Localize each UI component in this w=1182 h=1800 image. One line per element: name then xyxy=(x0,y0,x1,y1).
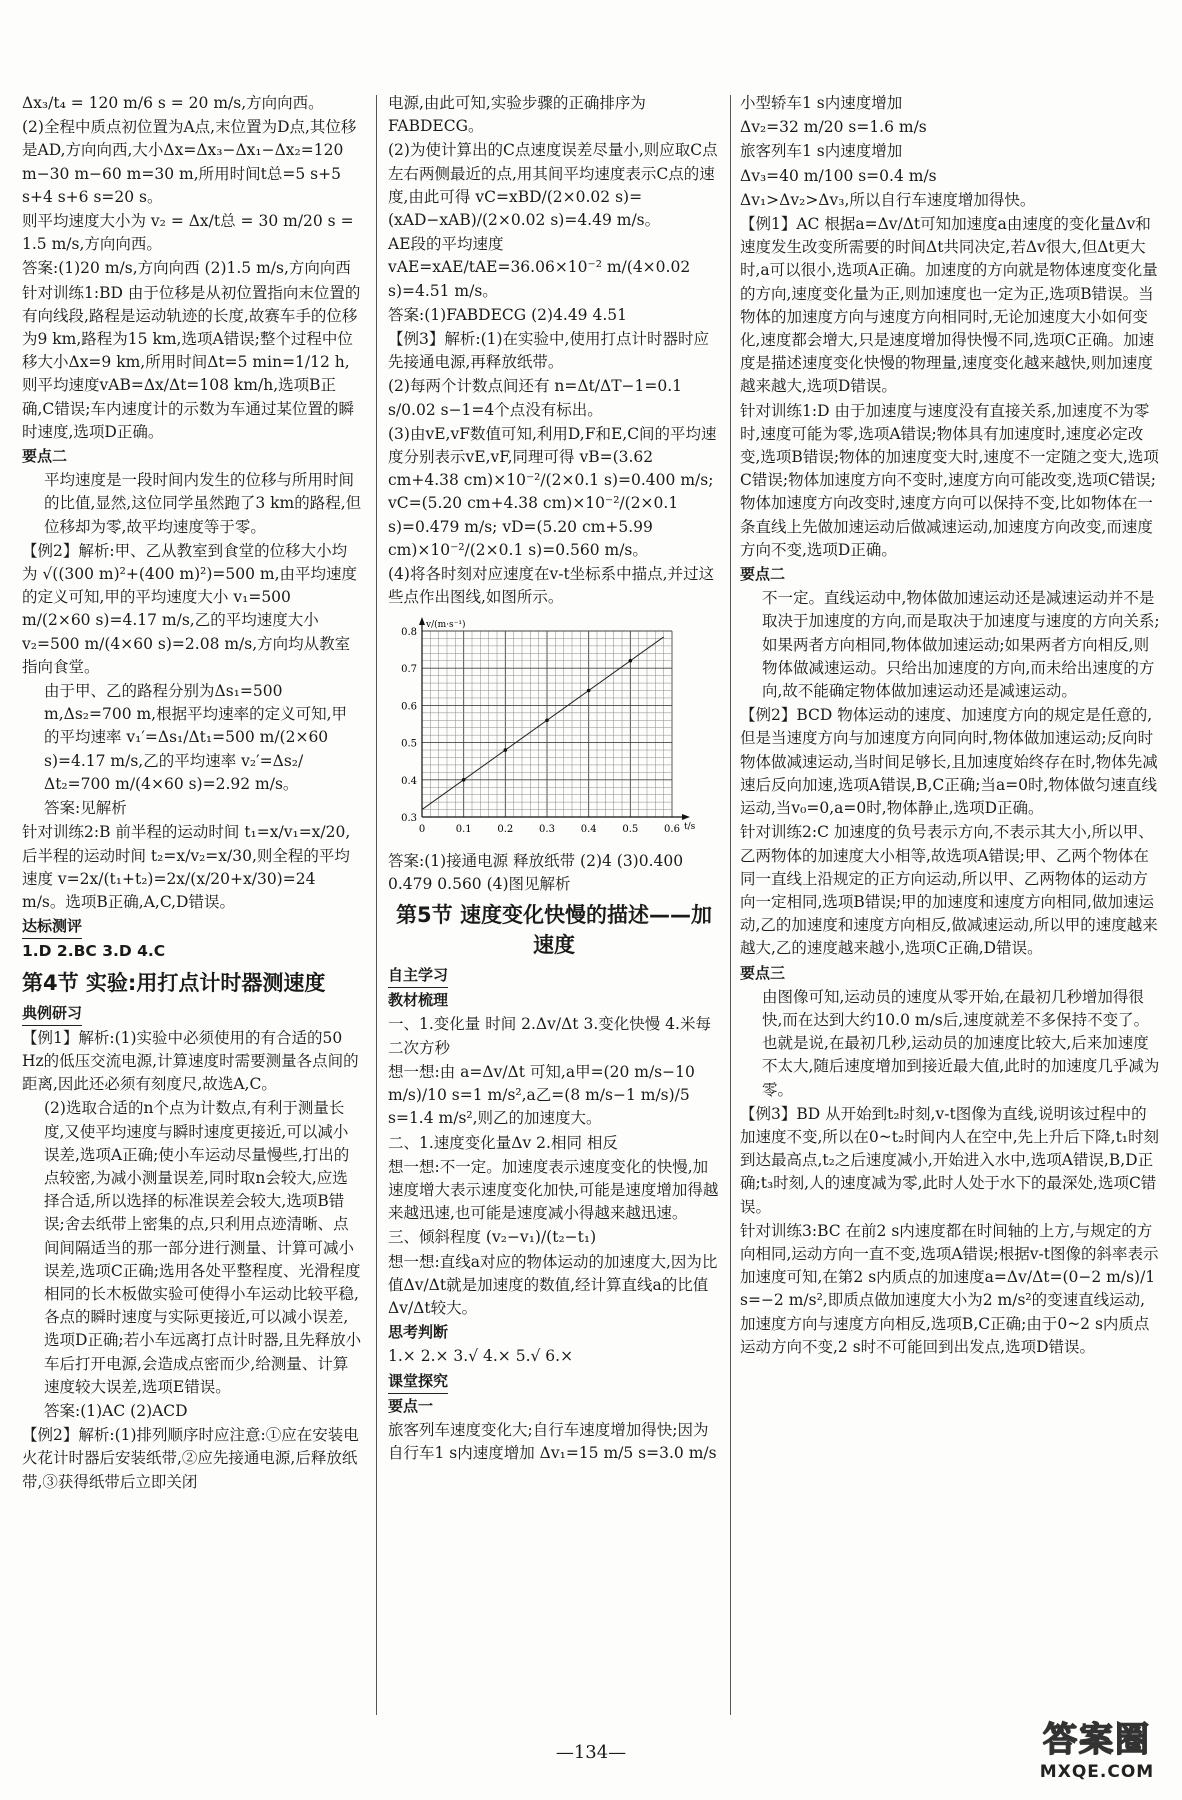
section-title: 第4节 实验:用打点计时器测速度 xyxy=(22,970,326,995)
subheading: 达标测评 xyxy=(22,915,82,939)
y-axis-arrow xyxy=(419,617,425,625)
paragraph: 想一想:直线a对应的物体运动的加速度大,因为比值Δv/Δt就是加速度的数值,经计算直线a的比值Δv/Δt较大。 xyxy=(388,1252,718,1317)
paragraph: 一、1.变化量 时间 2.Δv/Δt 3.变化快慢 4.米每二次方秒 xyxy=(388,1015,711,1057)
paragraph: 针对训练1:BD 由于位移是从初位置指向末位置的有向线段,路程是运动轨迹的长度,故赛车手的位移为9 km,路程为15 km,选项A错误;整个过程中位移大小Δx=9 km,所用时间Δt=5 min=1/12 h,则平均速度vAB=Δx/Δt=108 km/h,选项B正确,C错误;车内速度计的示数为车通过某位置的瞬时速度,选项D正确。 xyxy=(22,283,361,441)
subheading: 要点一 xyxy=(388,1396,434,1415)
vt-chart-svg xyxy=(388,615,708,840)
paragraph: 平均速度是一段时间内发生的位移与所用时间的比值,显然,这位同学虽然跑了3 km的路程,但位移却为零,故平均速度等于零。 xyxy=(44,471,362,536)
data-point xyxy=(545,719,549,723)
paragraph: (2)为使计算出的C点速度误差尽量小,则应取C点左右两侧最近的点,用其间平均速度表示C点的速度,由此可得 vC=xBD/(2×0.02 s)=(xAD−xAB)/(2×0.02 s)=4.49 m/s。 xyxy=(388,141,718,230)
watermark-url: MXQE.COM xyxy=(1039,1762,1155,1782)
x-axis-label: t/s xyxy=(684,822,696,833)
paragraph: Δv₁>Δv₂>Δv₃,所以自行车速度增加得快。 xyxy=(740,190,1036,209)
paragraph: 【例3】解析:(1)在实验中,使用打点计时器时应先接通电源,再释放纸带。 xyxy=(388,330,709,372)
subheading: 典例研习 xyxy=(22,1002,82,1026)
y-tick-label: 0.3 xyxy=(401,813,417,825)
paragraph: 由于甲、乙的路程分别为Δs₁=500 m,Δs₂=700 m,根据平均速率的定义可知,甲的平均速率 v₁′=Δs₁/Δt₁=500 m/(2×60 s)=4.17 m/s,乙的平均速率 v₂′=Δs₂/Δt₂=700 m/(4×60 s)=2.92 m/s。 xyxy=(44,682,348,793)
subheading: 自主学习 xyxy=(388,964,448,988)
paragraph: 二、1.速度变化量Δv 2.相同 相反 xyxy=(388,1133,618,1152)
paragraph: 旅客列车速度变化大;自行车速度增加得快;因为自行车1 s内速度增加 Δv₁=15 m/5 s=3.0 m/s xyxy=(388,1420,717,1463)
subheading: 教材梳理 xyxy=(388,991,449,1010)
x-tick-label: 0.5 xyxy=(622,824,639,836)
paragraph: 【例3】BD 从开始到t₂时刻,v-t图像为直线,说明该过程中的加速度不变,所以在0~t₂时间内人在空中,先上升后下降,t₁时刻到达最高点,t₂之后速度减小,开始进入水中,选项A错误,B,D正确;t₃时刻,人的速度减为零,此时人处于水下的最深处,选项C错误。 xyxy=(740,1104,1160,1216)
paragraph: 1.× 2.× 3.√ 4.× 5.√ 6.× xyxy=(388,1347,574,1366)
paragraph: 【例2】解析:甲、乙从教室到食堂的位移大小均为 √((300 m)²+(400 m)²)=500 m,由平均速度的定义可知,甲的平均速度大小 v₁=500 m/(2×60 s)=4.17 m/s,乙的平均速度大小 v₂=500 m/(4×60 s)=2.08 m/s,方向均从教室指向食堂。 xyxy=(22,541,358,676)
subheading: 思考判断 xyxy=(388,1323,449,1342)
column-middle xyxy=(388,92,720,1466)
column-left xyxy=(22,92,362,1495)
vt-graph xyxy=(388,615,720,847)
watermark-logo xyxy=(1026,1718,1168,1792)
paragraph: 则平均速度大小为 v₂ = Δx/t总 = 30 m/20 s = 1.5 m/s,方向向西。 xyxy=(22,212,359,254)
column-right xyxy=(740,92,1160,1360)
y-tick-label: 0.4 xyxy=(401,776,417,788)
paragraph: 想一想:不一定。加速度表示速度变化的快慢,加速度增大表示速度变化加快,可能是速度增加得越来越迅速,也可能是速度减小得越来越迅速。 xyxy=(388,1157,719,1223)
paragraph: 【例1】AC 根据a=Δv/Δt可知加速度a由速度的变化量Δv和速度发生改变所需要的时间Δt共同决定,若Δv很大,但Δt更大时,a可以很小,选项A正确。加速度的方向就是物体速度变化量的方向,速度变化量为正,则加速度也一定为正,选项B错误。当物体的加速度方向与速度方向相同时,无论加速度大小如何变化,速度都会增大,只是速度增加得快慢不同,选项C正确。加速度是描述速度变化快慢的物理量,速度变化越来越快,则加速度越来越大,选项D错误。 xyxy=(740,215,1158,396)
paragraph: 针对训练2:B 前半程的运动时间 t₁=x/v₁=x/20,后半程的运动时间 t₂=x/v₂=x/30,则全程的平均速度 v=2x/(t₁+t₂)=2x/(x/20+x/30)=24 m/s。选项B正确,A,C,D错误。 xyxy=(22,823,351,911)
paragraph: 三、倾斜程度 (v₂−v₁)/(t₂−t₁) xyxy=(388,1228,597,1247)
paragraph: 答案:见解析 xyxy=(44,799,127,818)
paragraph: 不一定。直线运动中,物体做加速运动还是减速运动并不是取决于加速度的方向,而是取决于加速度与速度的方向关系;如果两者方向相同,物体做加速运动;如果两者方向相反,则物体做减速运动。只给出加速度的方向,而未给出速度的方向,故不能确定物体做加速运动还是减速运动。 xyxy=(762,589,1160,701)
data-point xyxy=(629,659,633,663)
paragraph: 电源,由此可知,实验步骤的正确排序为FABDECG。 xyxy=(388,94,646,136)
paragraph: 针对训练2:C 加速度的负号表示方向,不表示其大小,所以甲、乙两物体的加速度大小相等,故选项A错误;甲、乙两个物体在同一直线上沿规定的正方向运动,所以甲、乙两物体的运动方向一定相同,选项B错误;甲的加速度和速度方向相同,做加速运动,乙的加速度和速度方向相反,做减速运动,所以甲的速度越来越大,乙的速度越来越小,选项C正确,D错误。 xyxy=(740,823,1158,958)
fit-line xyxy=(422,637,664,810)
data-point xyxy=(504,749,508,753)
paragraph: 答案:(1)FABDECG (2)4.49 4.51 xyxy=(388,305,627,324)
subheading: 课堂探究 xyxy=(388,1370,448,1394)
paragraph: (3)由vE,vF数值可知,利用D,F和E,C间的平均速度分别表示vE,vF,同理可得 vB=(3.62 cm+4.38 cm)×10⁻²/(2×0.1 s)=0.400 m/s; vC=(5.20 cm+4.38 cm)×10⁻²/(2×0.1 s)=0.479 m/s; vD=(5.20 cm+5.99 cm)×10⁻²/(2×0.1 s)=0.560 m/s。 xyxy=(388,424,719,559)
paragraph: (2)全程中质点初位置为A点,末位置为D点,其位移是AD,方向向西,大小Δx=Δx₃−Δx₁−Δx₂=120 m−30 m−60 m=30 m,所用时间t总=5 s+5 s+4 s+6 s=20 s。 xyxy=(22,118,357,206)
watermark-logo-text: 答案圈 xyxy=(1043,1720,1151,1760)
paragraph: 【例2】BCD 物体运动的速度、加速度方向的规定是任意的,但是当速度方向与加速度方向同向时,物体做加速运动;反向时物体做减速运动,当时间足够长,且加速度始终存在时,物体先减速后反向加速,选项A错误,B,C正确;当a=0时,物体做匀速直线运动,当v₀=0,a=0时,物体静止,选项D正确。 xyxy=(740,706,1158,818)
paragraph: 1.D 2.BC 3.D 4.C xyxy=(22,942,166,961)
data-point xyxy=(462,778,466,782)
data-point xyxy=(587,689,591,693)
x-tick-label: 0.2 xyxy=(497,824,514,836)
x-tick-label: 0.1 xyxy=(455,824,472,836)
paragraph: (4)将各时刻对应速度在v-t坐标系中描点,并过这些点作出图线,如图所示。 xyxy=(388,565,715,607)
x-tick-label: 0.4 xyxy=(580,824,597,836)
subheading: 要点三 xyxy=(740,963,786,982)
paragraph: 答案:(1)接通电源 释放纸带 (2)4 (3)0.400 0.479 0.560 (4)图见解析 xyxy=(388,851,689,893)
x-tick-label: 0.6 xyxy=(664,824,680,836)
paragraph: (2)选取合适的n个点为计数点,有利于测量长度,又使平均速度与瞬时速度更接近,可以减小误差,选项A正确;使小车运动尽量慢些,打出的点较密,为减小测量误差,同时取n会较大,应选择合适,所以选择的标准误差会较大,选项B错误;舍去纸带上密集的点,只利用点迹清晰、点间间隔适当的那一部分进行测量、计算可减小误差,选项C正确;选用各处平整程度、光滑程度相同的长木板做实验可使得小车运动比较平稳,各点的瞬时速度与实际更接近,可以减小误差,选项D正确;若小车远离打点计时器,且先释放小车后打开电源,会造成点密而少,给测量、计算速度较大误差,选项E错误。 xyxy=(44,1099,362,1396)
paragraph: 答案:(1)20 m/s,方向向西 (2)1.5 m/s,方向向西 xyxy=(22,259,351,278)
y-tick-label: 0.7 xyxy=(401,664,417,676)
page-number: —134— xyxy=(555,1742,627,1763)
y-axis-label: v/(m·s⁻¹) xyxy=(426,620,466,631)
subheading: 要点二 xyxy=(22,447,68,466)
x-tick-label: 0.3 xyxy=(539,824,555,836)
paragraph: 想一想:由 a=Δv/Δt 可知,a甲=(20 m/s−10 m/s)/10 s=1 m/s²,a乙=(8 m/s−1 m/s)/5 s=1.4 m/s²,则乙的加速度大。 xyxy=(388,1062,700,1128)
paragraph: Δv₂=32 m/20 s=1.6 m/s xyxy=(740,118,927,137)
section-title: 第5节 速度变化快慢的描述——加速度 xyxy=(396,903,712,958)
y-tick-label: 0.6 xyxy=(401,701,417,713)
paragraph: 由图像可知,运动员的速度从零开始,在最初几秒增加得很快,而在达到大约10.0 m/s后,速度就差不多保持不变了。也就是说,在最初几秒,运动员的加速度比较大,后来加速度不太大,随后速度增加到接近最大值,此时的加速度几乎减为零。 xyxy=(762,987,1160,1099)
paragraph: 答案:(1)AC (2)ACD xyxy=(44,1401,188,1420)
subheading: 要点二 xyxy=(740,565,786,584)
y-tick-label: 0.8 xyxy=(401,627,417,639)
x-tick-label: 0 xyxy=(418,824,426,836)
y-tick-label: 0.5 xyxy=(401,739,417,751)
paragraph: AE段的平均速度 vAE=xAE/tAE=36.06×10⁻² m/(4×0.02 s)=4.51 m/s。 xyxy=(388,235,696,300)
paragraph: 针对训练1:D 由于加速度与速度没有直接关系,加速度不为零时,速度可能为零,选项A错误;物体具有加速度时,速度必定改变,选项B错误;物体的加速度变大时,速度不一定随之变大,选项C错误;物体加速度方向不变时,速度方向可能改变,选项C错误;物体加速度方向改变时,速度方向可以保持不变,比如物体在一条直线上先做加速运动后做减速运动,加速度方向改变,而速度方向不变,选项D正确。 xyxy=(740,401,1159,559)
paragraph: Δx₃/t₄ = 120 m/6 s = 20 m/s,方向向西。 xyxy=(22,94,324,112)
paragraph: (2)每两个计数点间还有 n=Δt/ΔT−1=0.1 s/0.02 s−1=4个点没有标出。 xyxy=(388,377,687,419)
paragraph: 针对训练3:BC 在前2 s内速度都在时间轴的上方,与规定的方向相同,运动方向一直不变,选项A错误;根据v-t图像的斜率表示加速度可知,在第2 s内质点的加速度a=Δv/Δt=(0−2 m/s)/1 s=−2 m/s²,即质点做加速度大小为2 m/s²的变速直线运动,加速度方向与速度方向相反,选项B,C正确;由于0~2 s内质点运动方向不变,2 s时不可能回到出发点,选项D错误。 xyxy=(740,1221,1161,1356)
paragraph: 小型轿车1 s内速度增加 xyxy=(740,94,903,112)
x-axis-arrow xyxy=(682,814,690,820)
paragraph: 【例2】解析:(1)排列顺序时应注意:①应在安装电火花计时器后安装纸带,②应先接通电源,后释放纸带,③获得纸带后立即关闭 xyxy=(22,1426,359,1491)
paragraph: Δv₃=40 m/100 s=0.4 m/s xyxy=(740,166,937,185)
paragraph: 【例1】解析:(1)实验中必须使用的有合适的50 Hz的低压交流电源,计算速度时需要测量各点间的距离,因此还必须有刻度尺,故选A,C。 xyxy=(22,1028,359,1094)
paragraph: 旅客列车1 s内速度增加 xyxy=(740,142,903,161)
